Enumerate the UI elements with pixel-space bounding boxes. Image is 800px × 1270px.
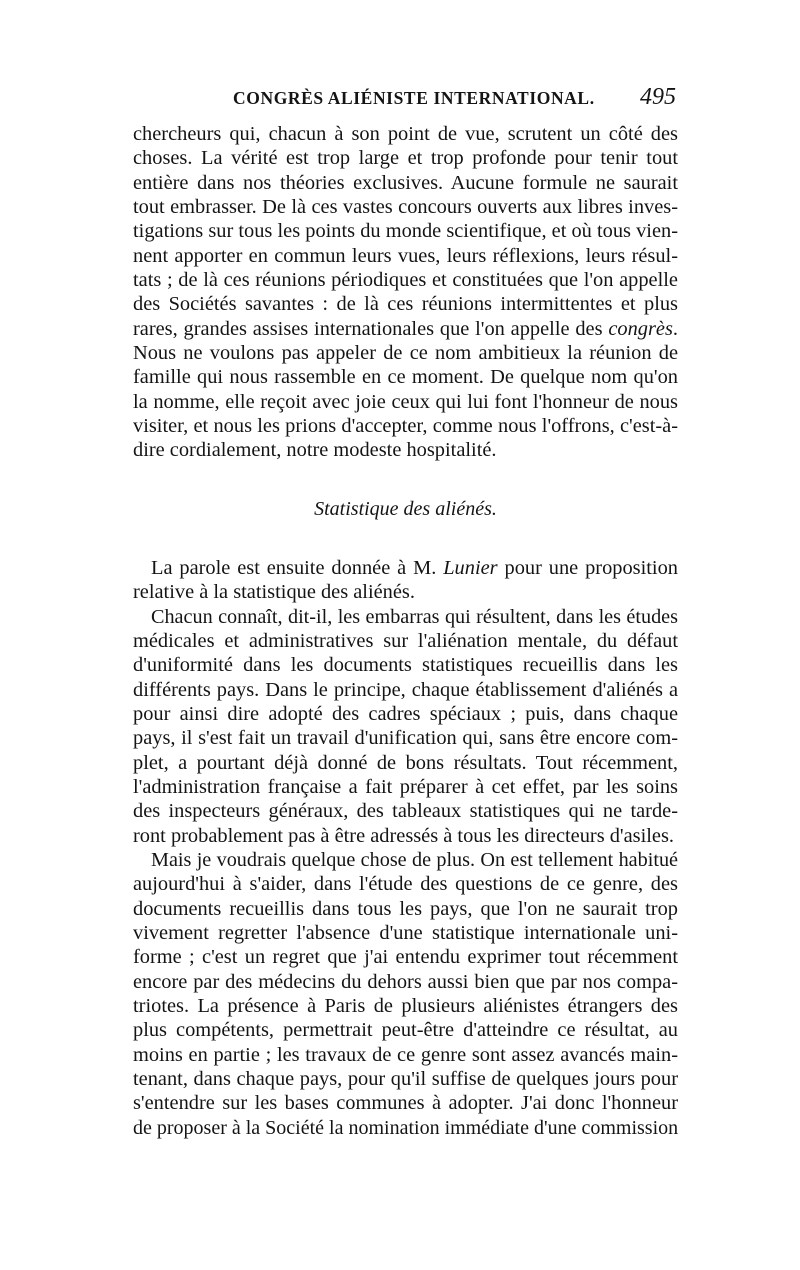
text-line: vivement regretter l'absence d'une statistique internationale uni- <box>133 921 678 944</box>
text-line: Nous ne voulons pas appeler de ce nom ambitieux la réunion de <box>133 342 678 365</box>
text-line <box>133 556 678 580</box>
text-line: s'entendre sur les bases communes à adopter. J'ai donc l'honneur <box>133 1092 678 1115</box>
text-line: pour ainsi dire adopté des cadres spéciaux ; puis, dans chaque <box>133 702 678 725</box>
text-line: ront probablement pas à être adressés à tous les directeurs d'asiles. <box>133 824 675 847</box>
text-line: tats ; de là ces réunions périodiques et constituées que l'on appelle <box>133 269 678 292</box>
paragraph-proposal <box>133 848 678 1140</box>
text-line: d'uniformité dans les documents statistiques recueillis dans les <box>133 654 678 677</box>
text-line: tout embrasser. De là ces vastes concours ouverts aux libres inves- <box>133 196 678 219</box>
text-run: pour une proposition <box>497 556 678 579</box>
italic-word: congrès <box>608 317 673 340</box>
text-run: . <box>672 317 678 340</box>
paragraph-intro <box>133 556 678 605</box>
text-line: Chacun connaît, dit-il, les embarras qui résultent, dans les études <box>151 605 678 628</box>
text-line: triotes. La présence à Paris de plusieurs aliénistes étrangers des <box>133 995 678 1017</box>
book-page <box>133 84 679 1140</box>
text-line: nent apporter en commun leurs vues, leurs réflexions, leurs résul- <box>133 244 678 267</box>
text-line: médicales et administratives sur l'aliénation mentale, du défaut <box>133 629 678 652</box>
text-line: plet, a pourtant déjà donné de bons résultats. Tout récemment, <box>133 751 678 774</box>
text-line: famille qui nous rassemble en ce moment. De quelque nom qu'on <box>133 366 678 389</box>
speaker-name: Lunier <box>443 556 498 579</box>
text-line: la nomme, elle reçoit avec joie ceux qui lui font l'honneur de nous <box>133 390 678 413</box>
text-line: choses. La vérité est trop large et trop profonde pour tenir tout <box>133 147 678 170</box>
text-line: des Sociétés savantes : de là ces réunions intermittentes et plus <box>133 293 678 316</box>
text-line: visiter, et nous les prions d'accepter, comme nous l'offrons, c'est-à- <box>133 415 678 438</box>
text-line: l'administration française a fait préparer à cet effet, par les soins <box>133 775 678 798</box>
page-header <box>133 84 678 122</box>
text-line: plus compétents, permettrait peut-être d'atteindre ce résultat, au <box>133 1019 678 1042</box>
text-line: encore par des médecins du dehors aussi bien que par nos compa- <box>133 970 678 993</box>
section-title: Statistique des aliénés. <box>314 497 497 520</box>
text-line: pays, il s'est fait un travail d'unification qui, sans être encore com- <box>133 727 678 750</box>
text-run: La parole est ensuite donnée à M. <box>151 556 444 579</box>
text-line: aujourd'hui à s'aider, dans l'étude des questions de ce genre, des <box>133 873 678 896</box>
text-line: dire cordialement, notre modeste hospitalité. <box>133 439 497 462</box>
text-line: différents pays. Dans le principe, chaque établissement d'aliénés a <box>133 678 678 701</box>
text-line: des inspecteurs généraux, des tableaux statistiques qui ne tarde- <box>133 800 678 823</box>
text-line: tenant, dans chaque pays, pour qu'il suffise de quelques jours pour <box>133 1068 678 1091</box>
text-line: de proposer à la Société la nomination immédiate d'une commission <box>133 1116 679 1139</box>
text-line: moins en partie ; les travaux de ce genre sont assez avancés main- <box>133 1043 678 1066</box>
text-line: chercheurs qui, chacun à son point de vue, scrutent un côté des <box>133 123 678 145</box>
page-number: 495 <box>640 84 676 110</box>
paragraph-hospitality <box>133 122 678 463</box>
text-line: entière dans nos théories exclusives. Aucune formule ne saurait <box>133 171 678 194</box>
text-line: tigations sur tous les points du monde scientifique, et où tous vien- <box>133 220 678 243</box>
running-title: CONGRÈS ALIÉNISTE INTERNATIONAL. <box>233 88 595 108</box>
text-run: rares, grandes assises internationales que l'on appelle des <box>133 317 609 340</box>
text-line: relative à la statistique des aliénés. <box>133 581 415 604</box>
text-line: forme ; c'est un regret que j'ai entendu exprimer tout récemment <box>133 946 678 969</box>
text-line <box>133 317 678 341</box>
paragraph-statistics <box>133 605 678 848</box>
text-line: Mais je voudrais quelque chose de plus. On est tellement habitué <box>151 848 678 871</box>
text-line: documents recueillis dans tous les pays, que l'on ne saurait trop <box>133 897 678 920</box>
